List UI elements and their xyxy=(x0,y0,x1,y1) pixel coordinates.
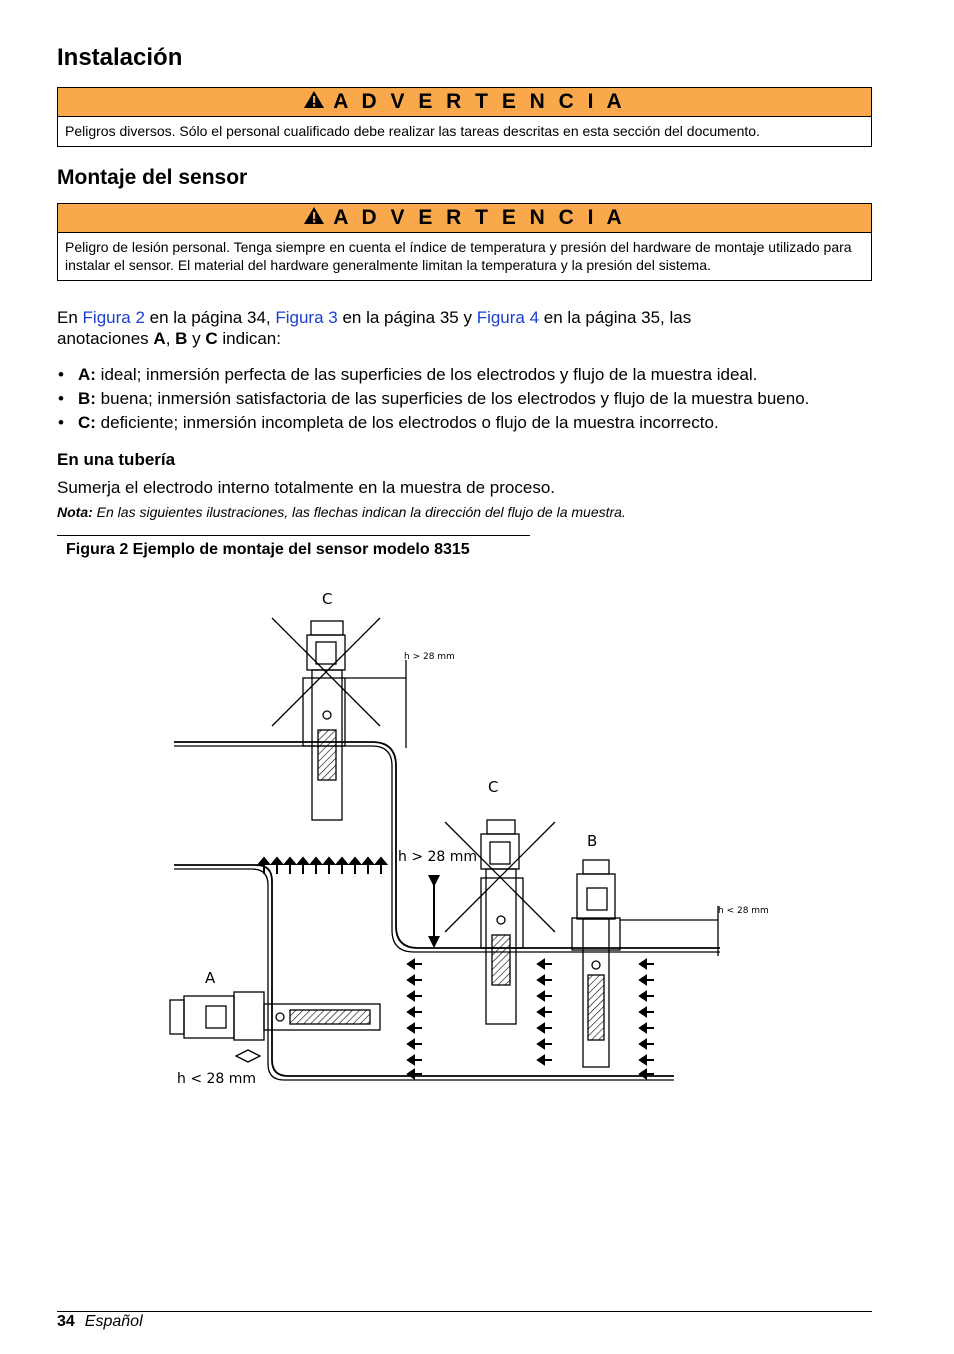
warning-header xyxy=(58,88,871,117)
list-item-text: buena; inmersión satisfactoria de las superficies de los electrodos y flujo de la muestra bueno. xyxy=(95,389,810,408)
intro-text: y xyxy=(187,329,206,348)
note xyxy=(57,504,626,520)
annotation-b: B xyxy=(175,329,188,348)
flow-arrows-up xyxy=(259,858,386,874)
warning-text: Peligro de lesión personal. Tenga siempre en cuenta el índice de temperatura y presión del hardware de montaje utilizado para instalar el sensor. El material del hardware generalmente limitan la temperatura y la presión del sistema. xyxy=(65,239,852,273)
sensor-a xyxy=(170,992,380,1062)
warning-header xyxy=(58,204,871,233)
footer-divider xyxy=(57,1311,872,1312)
label-h-right: h < 28 mm xyxy=(718,906,769,916)
note-label: Nota: xyxy=(57,504,93,520)
link-figura-3[interactable]: Figura 3 xyxy=(275,308,338,327)
label-a: A xyxy=(205,969,216,987)
warning-text: Peligros diversos. Sólo el personal cualificado debe realizar las tareas descritas en esta sección del documento. xyxy=(65,123,760,139)
label-h-middle: h > 28 mm xyxy=(398,849,478,865)
warning-box-hazards xyxy=(57,87,872,147)
sensor-mounting-figure xyxy=(160,580,790,1100)
intro-text: anotaciones xyxy=(57,329,154,348)
section-title: Montaje del sensor xyxy=(57,166,248,189)
note-text: En las siguientes ilustraciones, las flechas indican la dirección del flujo de la muestra. xyxy=(92,504,626,520)
list-item-text: ideal; inmersión perfecta de las superficies de los electrodos y flujo de la muestra ideal. xyxy=(95,365,758,384)
intro-text: en la página 34, xyxy=(144,308,276,327)
list-item-key: A: xyxy=(78,365,96,384)
warning-label: A D V E R T E N C I A xyxy=(333,206,626,229)
sensor-c-top xyxy=(272,618,406,820)
intro-paragraph xyxy=(57,307,691,349)
page-number: 34 xyxy=(57,1313,75,1330)
list-item xyxy=(57,411,809,435)
intro-text: en la página 35, las xyxy=(539,308,692,327)
intro-text: , xyxy=(165,329,176,348)
link-figura-4[interactable]: Figura 4 xyxy=(476,308,540,327)
annotation-a: A xyxy=(153,329,166,348)
label-b: B xyxy=(587,832,598,850)
list-item-key: B: xyxy=(78,389,96,408)
label-h-bottom: h < 28 mm xyxy=(177,1071,257,1087)
subsection-title: En una tubería xyxy=(57,450,176,469)
intro-text: En xyxy=(57,308,83,327)
intro-text: indican: xyxy=(217,329,281,348)
flow-arrows-left xyxy=(408,960,654,1078)
annotation-c: C xyxy=(205,329,218,348)
label-h-top: h > 28 mm xyxy=(404,652,455,662)
bullet: • xyxy=(58,389,64,408)
warning-triangle-icon xyxy=(303,90,325,115)
label-c-top: C xyxy=(322,590,333,608)
bullet: • xyxy=(58,365,64,384)
bullet: • xyxy=(58,413,64,432)
footer-language: Español xyxy=(84,1313,143,1330)
figure-caption: Figura 2 Ejemplo de montaje del sensor modelo 8315 xyxy=(57,535,530,559)
pipe-wall-outer xyxy=(174,742,720,948)
list-item xyxy=(57,363,809,387)
intro-text: en la página 35 y xyxy=(337,308,477,327)
link-figura-2[interactable]: Figura 2 xyxy=(82,308,145,327)
list-item-key: C: xyxy=(78,413,96,432)
warning-triangle-icon xyxy=(303,206,325,231)
warning-label: A D V E R T E N C I A xyxy=(333,90,626,113)
warning-box-injury xyxy=(57,203,872,281)
list-item xyxy=(57,387,809,411)
page-title: Instalación xyxy=(57,44,183,71)
pipe-left-inner xyxy=(174,865,674,1076)
list-item-text: deficiente; inmersión incompleta de los electrodos o flujo de la muestra incorrecto. xyxy=(95,413,719,432)
label-c-middle: C xyxy=(488,778,499,796)
annotation-list xyxy=(57,363,809,435)
page-footer xyxy=(57,1313,143,1331)
subsection-text: Sumerja el electrodo interno totalmente en la muestra de proceso. xyxy=(57,478,555,497)
